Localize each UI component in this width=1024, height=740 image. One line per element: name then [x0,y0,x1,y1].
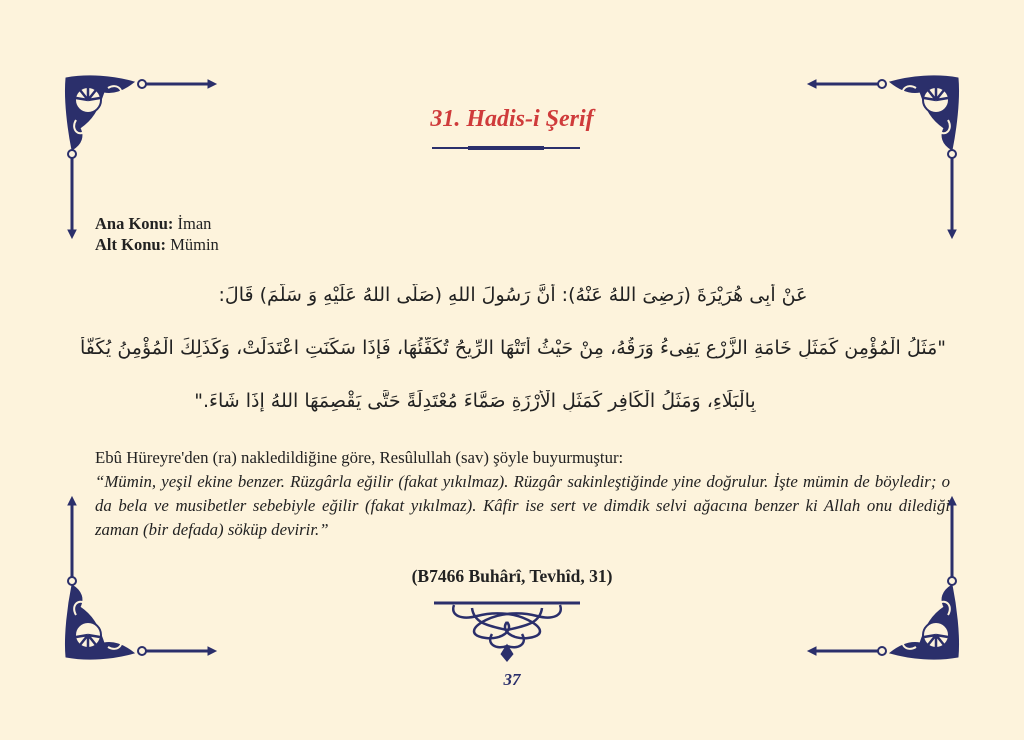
main-topic-value: İman [177,214,212,233]
knot-flourish-icon [432,600,582,662]
arabic-matn-line-1: "مَثَلُ الْمُؤْمِنِ كَمَثَلِ خَامَةِ الزَّرْعِ يَفِىءُ وَرَقُهُ، مِنْ حَيْثُ أَتَتْهَا الرِّيحُ تُكَفِّئُهَا، فَإِذَا سَكَنَتِ اعْتَدَلَتْ، وَكَذَلِكَ الْمُؤْمِنُ يُكَفَّأُ [80,337,946,359]
sub-topic [95,234,219,255]
arabic-matn-line-2: بِالْبَلَاءِ، وَمَثَلُ الْكَافِرِ كَمَثَلِ الْأَرْزَةِ صَمَّاءَ مُعْتَدِلَةً حَتَّى يَقْصِمَهَا اللهُ إِذَا شَاءَ." [194,390,756,412]
translation-quote: “Mümin, yeşil ekine benzer. Rüzgârla eğilir (fakat yıkılmaz). Rüzgâr sakinleştiğinde yine doğrulur. İşte mümin de böyledir; o da bela ve musibetler sebebiyle eğilir (fakat yıkılmaz). Kâfir ise sert ve dimdik selvi ağacına benzer ki Allah onu dilediği zaman (bir defada) söküp devirir.” [95,472,950,539]
page-number: 37 [503,670,521,689]
corner-ornament-top-right-icon [776,70,966,255]
hadith-source: (B7466 Buhârî, Tevhîd, 31) [411,566,613,586]
sub-topic-label: Alt Konu: [95,235,167,254]
title-underline [432,147,580,149]
main-topic-label: Ana Konu: [95,214,174,233]
main-topic [95,213,219,234]
arabic-isnad: عَنْ أَبِى هُرَيْرَةَ (رَضِىَ اللهُ عَنْهُ): أَنَّ رَسُولَ اللهِ (صَلَّى اللهُ عَلَيْهِ وَ سَلَّمَ) قَالَ: [218,284,808,306]
translation-intro: Ebû Hüreyre'den (ra) nakledildiğine göre, Resûlullah (sav) şöyle buyurmuştur: [95,448,624,467]
sub-topic-value: Mümin [170,235,219,254]
topic-meta [95,213,219,255]
page-title: 31. Hadis-i Şerif [430,106,594,132]
